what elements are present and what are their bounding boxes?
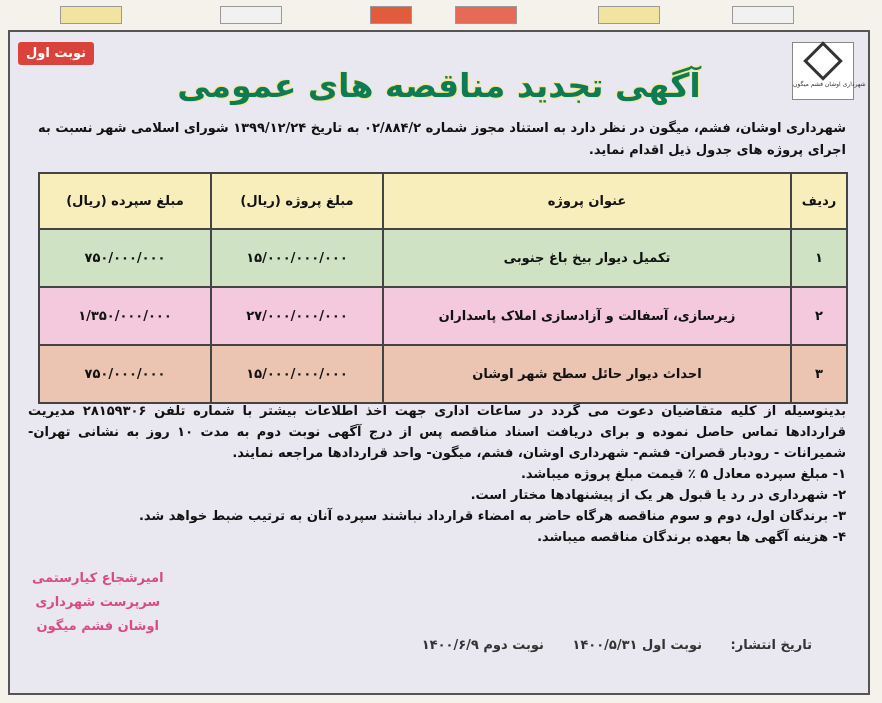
- publication-label: تاریخ انتشار:: [730, 638, 812, 653]
- swatch: [370, 6, 412, 24]
- project-title: احداث دیوار حائل سطح شهر اوشان: [383, 345, 791, 403]
- project-amount: ۱۵/۰۰۰/۰۰۰/۰۰۰: [211, 345, 383, 403]
- round-badge: نوبت اول: [18, 42, 94, 65]
- publication-dates: [398, 638, 812, 653]
- note-item: ۱- مبلغ سپرده معادل ۵ ٪ قیمت مبلغ پروژه میباشد.: [520, 467, 846, 482]
- header-deposit-amount: مبلغ سپرده (ریال): [39, 173, 211, 229]
- header-project-title: عنوان پروژه: [383, 173, 791, 229]
- signatory-title: سرپرست شهرداری: [35, 595, 161, 610]
- swatch: [732, 6, 794, 24]
- page-title: آگهی تجدید مناقصه های عمومی: [177, 66, 701, 105]
- project-title: زیرسازی، آسفالت و آزادسازی املاک پاسداران: [383, 287, 791, 345]
- project-title: تکمیل دیوار بیخ باغ جنوبی: [383, 229, 791, 287]
- advertisement-frame: [8, 30, 870, 695]
- second-publication-date: نوبت دوم ۱۴۰۰/۶/۹: [421, 638, 544, 653]
- table-row: [39, 287, 847, 345]
- first-publication-date: نوبت اول ۱۴۰۰/۵/۳۱: [572, 638, 702, 653]
- swatch: [220, 6, 282, 24]
- signatory-name: امیرشجاع کیارستمی: [32, 571, 164, 586]
- row-number: ۱: [791, 229, 847, 287]
- deposit-amount: ۷۵۰/۰۰۰/۰۰۰: [39, 229, 211, 287]
- table-row: [39, 345, 847, 403]
- table-row: [39, 229, 847, 287]
- intro-paragraph: شهرداری اوشان، فشم، میگون در نظر دارد به استناد مجوز شماره ۰۲/۸۸۴/۲ به تاریخ ۱۳۹۹/۱۲/۲۴ شورای اسلامی شهر نسبت به اجرای پروژه های جدول ذیل اقدام نماید.: [38, 121, 846, 158]
- deposit-amount: ۷۵۰/۰۰۰/۰۰۰: [39, 345, 211, 403]
- signatory-organization: اوشان فشم میگون: [36, 619, 159, 634]
- note-item: ۴- هزینه آگهی ها بعهده برندگان مناقصه میباشد.: [537, 530, 846, 545]
- header-row-number: ردیف: [791, 173, 847, 229]
- swatch: [60, 6, 122, 24]
- project-amount: ۲۷/۰۰۰/۰۰۰/۰۰۰: [211, 287, 383, 345]
- invitation-text: [28, 401, 846, 548]
- row-number: ۲: [791, 287, 847, 345]
- projects-table: [38, 172, 848, 404]
- note-item: ۲- شهرداری در رد یا قبول هر یک از پیشنهادها مختار است.: [470, 488, 846, 503]
- swatch: [455, 6, 517, 24]
- logo-text: شهرداری اوشان فشم میگون: [793, 81, 866, 88]
- swatch: [598, 6, 660, 24]
- header-project-amount: مبلغ پروژه (ریال): [211, 173, 383, 229]
- signature-block: [32, 567, 164, 639]
- deposit-amount: ۱/۳۵۰/۰۰۰/۰۰۰: [39, 287, 211, 345]
- row-number: ۳: [791, 345, 847, 403]
- project-amount: ۱۵/۰۰۰/۰۰۰/۰۰۰: [211, 229, 383, 287]
- invitation-paragraph: بدینوسیله از کلیه متقاضیان دعوت می گردد در ساعات اداری جهت اخذ اطلاعات بیشتر با شماره تلفن ۲۸۱۵۹۳۰۶ مدیریت قراردادها تماس حاصل نموده و برای دریافت اسناد مناقصه پس از درج آگهی نوبت دوم به مدت ۱۰ روز به نشانی تهران- شمیرانات - رودبار قصران- فشم- شهرداری اوشان، فشم، میگون- واحد قراردادها مراجعه نمایند.: [28, 404, 846, 461]
- note-item: ۳- برندگان اول، دوم و سوم مناقصه هرگاه حاضر به امضاء قرارداد نباشند سپرده آنان به ترتیب ضبط خواهد شد.: [138, 509, 846, 524]
- table-header-row: [39, 173, 847, 229]
